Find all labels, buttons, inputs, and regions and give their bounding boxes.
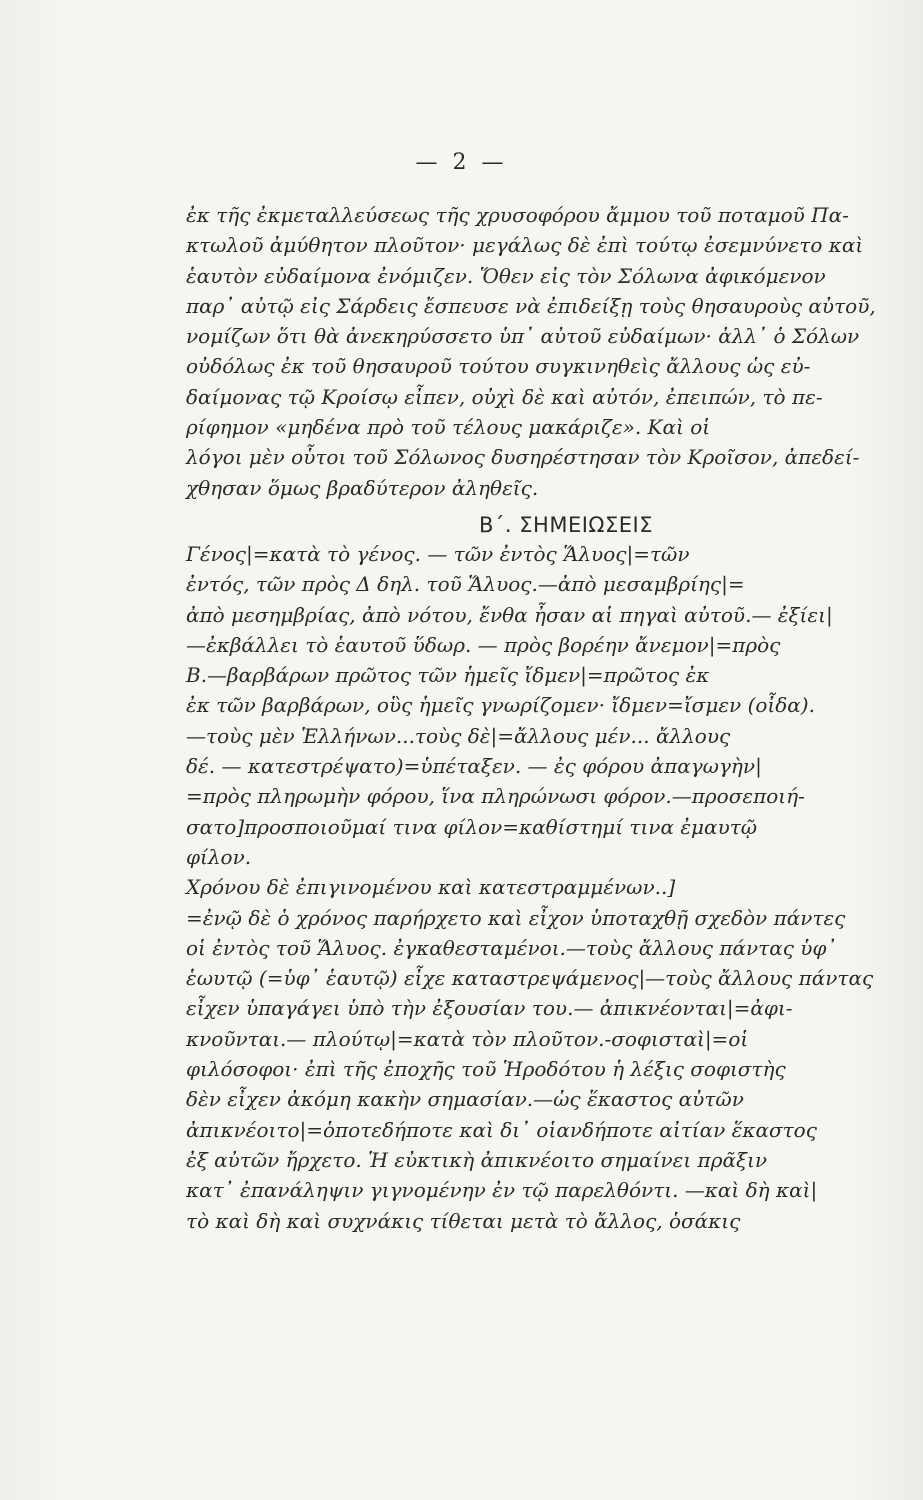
text-line: λόγοι μὲν οὗτοι τοῦ Σόλωνος δυσηρέστησαν τὸν Κροῖσον, ἀπεδεί- <box>186 445 860 470</box>
note-line: Γένος|=κατὰ τὸ γένος. — τῶν ἐντὸς Ἅλυος|=τῶν <box>186 541 690 566</box>
note-line: φιλόσοφοι· ἐπὶ τῆς ἐποχῆς τοῦ Ἡροδότου ἡ λέξις σοφιστὴς <box>186 1057 786 1082</box>
text-line: δαίμονας τῷ Κροίσῳ εἶπεν, οὐχὶ δὲ καὶ αὐτόν, ἐπειπών, τὸ πε- <box>186 384 823 409</box>
note-line: ἀπὸ μεσημβρίας, ἀπὸ νότου, ἔνθα ἦσαν αἱ πηγαὶ αὐτοῦ.— ἐξίει| <box>186 602 833 627</box>
note-line: οἱ ἐντὸς τοῦ Ἅλυος. ἐγκαθεσταμένοι.—τοὺς ἄλλους πάντας ὑφ᾿ <box>186 935 837 960</box>
text-line: ἑαυτὸν εὐδαίμονα ἐνόμιζεν. Ὅθεν εἰς τὸν Σόλωνα ἀφικόμενον <box>186 263 826 288</box>
note-line: δὲν εἶχεν ἀκόμη κακὴν σημασίαν.—ὡς ἕκαστος αὐτῶν <box>186 1087 744 1112</box>
text-line: ρίφημον «μηδένα πρὸ τοῦ τέλους μακάριζε». Καὶ οἱ <box>186 415 711 440</box>
text-line: παρ᾿ αὐτῷ εἰς Σάρδεις ἔσπευσε νὰ ἐπιδείξῃ τοὺς θησαυροὺς αὐτοῦ, <box>186 293 876 318</box>
note-line: εἶχεν ὑπαγάγει ὑπὸ τὴν ἐξουσίαν του.— ἀπικνέονται|=ἀφι- <box>186 996 793 1021</box>
page-body <box>186 200 906 1236</box>
text-line: νομίζων ὅτι θὰ ἀνεκηρύσσετο ὑπ᾿ αὐτοῦ εὐδαίμων· ἀλλ᾿ ὁ Σόλων <box>186 324 860 349</box>
note-line: Β.—βαρβάρων πρῶτος τῶν ἡμεῖς ἴδμεν|=πρῶτος ἐκ <box>186 663 710 688</box>
page-number: — 2 — <box>415 150 508 175</box>
note-line: τὸ καὶ δὴ καὶ συχνάκις τίθεται μετὰ τὸ ἄλλος, ὁσάκις <box>186 1208 741 1233</box>
note-line: κνοῦνται.— πλούτῳ|=κατὰ τὸν πλοῦτον.-σοφισταὶ|=οἱ <box>186 1026 749 1051</box>
note-line: =ἐνῷ δὲ ὁ χρόνος παρήρχετο καὶ εἶχον ὑποταχθῇ σχεδὸν πάντες <box>186 905 846 930</box>
section-heading: Β΄. ΣΗΜΕΙΩΣΕΙΣ <box>479 512 653 537</box>
note-line: σατο]προσποιοῦμαί τινα φίλον=καθίστημί τινα ἐμαυτῷ <box>186 814 758 839</box>
note-line: ἑωυτῷ (=ὑφ᾿ ἑαυτῷ) εἶχε καταστρεψάμενος|—τοὺς ἄλλους πάντας <box>186 966 874 991</box>
note-line: —ἐκβάλλει τὸ ἑαυτοῦ ὕδωρ. — πρὸς βορέην ἄνεμον|=πρὸς <box>186 632 781 657</box>
note-line: ἐξ αὐτῶν ἤρχετο. Ἡ εὐκτικὴ ἀπικνέοιτο σημαίνει πρᾶξιν <box>186 1147 767 1172</box>
note-line: ἀπικνέοιτο|=ὁποτεδήποτε καὶ δι᾿ οἱανδήποτε αἰτίαν ἕκαστος <box>186 1117 817 1142</box>
note-line: —τοὺς μὲν Ἑλλήνων...τοὺς δὲ|=ἄλλους μέν... ἄλλους <box>186 723 731 748</box>
text-line: χθησαν ὅμως βραδύτερον ἀληθεῖς. <box>186 475 539 500</box>
note-line: ἐκ τῶν βαρβάρων, οὓς ἡμεῖς γνωρίζομεν· ἴδμεν=ἴσμεν (οἶδα). <box>186 693 815 718</box>
note-line: =πρὸς πληρωμὴν φόρου, ἵνα πληρώνωσι φόρον.—προσεποιή- <box>186 784 805 809</box>
note-line: κατ᾿ ἐπανάληψιν γιγνομένην ἐν τῷ παρελθόντι. —καὶ δὴ καὶ| <box>186 1178 818 1203</box>
note-line: ἐντός, τῶν πρὸς Δ δηλ. τοῦ Ἅλυος.—ἀπὸ μεσαμβρίης|= <box>186 572 745 597</box>
text-line: ἐκ τῆς ἐκμεταλλεύσεως τῆς χρυσοφόρου ἄμμου τοῦ ποταμοῦ Πα- <box>186 203 849 227</box>
note-line: Χρόνου δὲ ἐπιγινομένου καὶ κατεστραμμένων..] <box>186 875 676 900</box>
text-line: οὐδόλως ἐκ τοῦ θησαυροῦ τούτου συγκινηθεὶς ἄλλους ὡς εὐ- <box>186 354 811 379</box>
note-line: φίλον. <box>186 844 252 869</box>
text-line: κτωλοῦ ἀμύθητον πλοῦτον· μεγάλως δὲ ἐπὶ τούτῳ ἐσεμνύνετο καὶ <box>186 233 864 258</box>
note-line: δέ. — κατεστρέψατο)=ὑπέταξεν. — ἐς φόρου ἀπαγωγὴν| <box>186 754 762 779</box>
